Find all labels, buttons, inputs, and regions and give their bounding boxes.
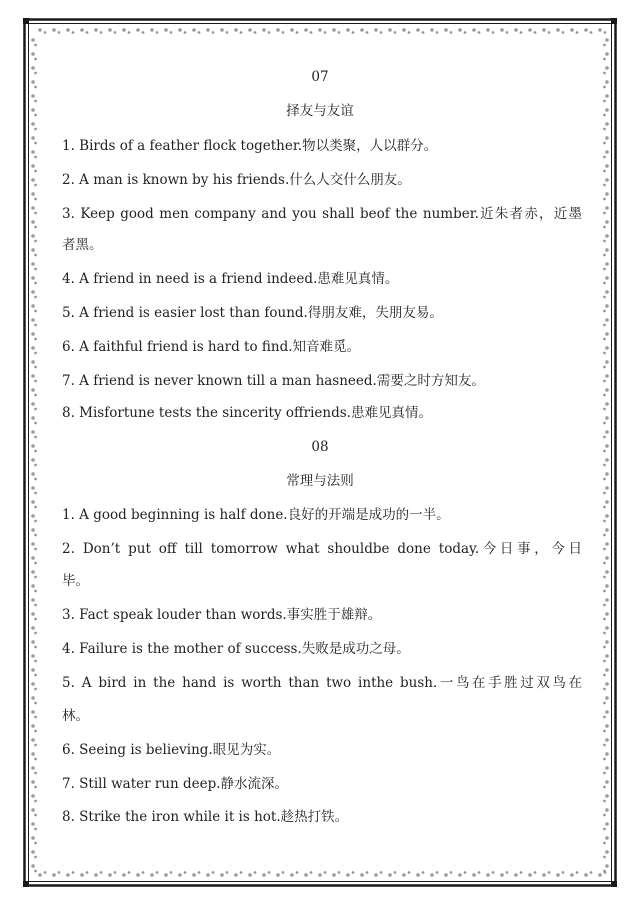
proverb-line: 1. A good beginning is half done.良好的开端是成功的一半。 xyxy=(62,507,450,523)
proverb-line: 8. Misfortune tests the sincerity offriends.患难见真情。 xyxy=(62,405,432,421)
proverb-line: 3. Keep good men company and you shall beof the number.近朱者赤，近墨 xyxy=(62,206,582,222)
proverb-line: 5. A friend is easier lost than found.得朋友难，失朋友易。 xyxy=(62,305,443,321)
proverb-line: 1. Birds of a feather flock together.物以类聚，人以群分。 xyxy=(62,138,438,154)
proverb-line: 4. Failure is the mother of success.失败是成功之母。 xyxy=(62,641,410,657)
proverb-line: 4. A friend in need is a friend indeed.患难见真情。 xyxy=(62,271,399,287)
proverb-line: 3. Fact speak louder than words.事实胜于雄辩。 xyxy=(62,607,382,623)
section-number: 08 xyxy=(311,439,329,455)
proverb-line: 2. Don’t put off till tomorrow what shouldbe done today.今日事，今日 xyxy=(62,541,582,557)
proverb-line: 8. Strike the iron while it is hot.趁热打铁。 xyxy=(62,809,349,825)
proverb-line: 7. A friend is never known till a man hasneed.需要之时方知友。 xyxy=(62,373,485,389)
proverb-line: 5. A bird in the hand is worth than two inthe bush.一鸟在手胜过双鸟在 xyxy=(62,675,582,691)
proverb-line: 6. A faithful friend is hard to find.知音难觅。 xyxy=(62,339,361,355)
section-title: 常理与法则 xyxy=(286,473,354,489)
section-title: 择友与友谊 xyxy=(286,103,354,119)
proverb-line-continuation: 毕。 xyxy=(62,573,89,589)
section-number: 07 xyxy=(311,69,329,85)
proverb-line: 6. Seeing is believing.眼见为实。 xyxy=(62,742,281,758)
proverb-line-continuation: 林。 xyxy=(62,708,89,724)
proverb-line: 7. Still water run deep.静水流深。 xyxy=(62,776,289,792)
proverb-line-continuation: 者黑。 xyxy=(62,237,103,253)
proverb-line: 2. A man is known by his friends.什么人交什么朋友。 xyxy=(62,172,411,188)
